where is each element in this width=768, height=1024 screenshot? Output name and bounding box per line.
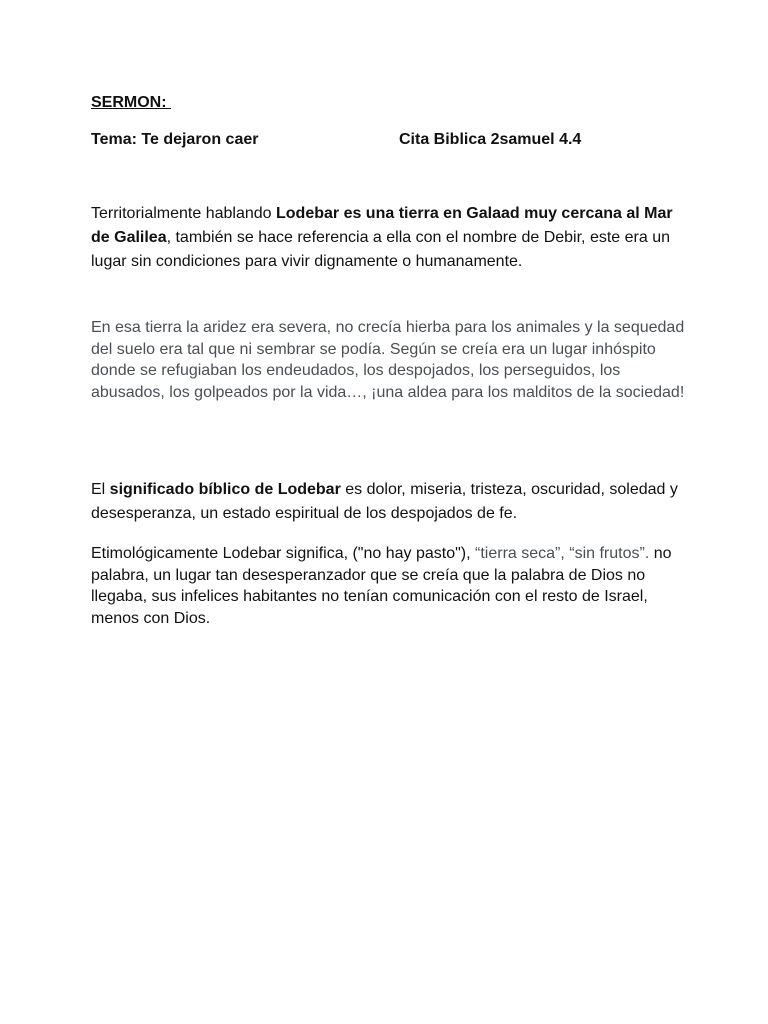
paragraph-aridity: En esa tierra la aridez era severa, no crecía hierba para los animales y la sequedad del suelo era tal que ni sembrar se podía. Según se creía era un lugar inhóspito donde se refugiaban los endeudados, los despojados, los perseguidos, los abusados, los golpeados por la vida…, ¡una aldea para los malditos de la sociedad!	[91, 319, 685, 401]
paragraph-quote-text: “tierra seca”, “sin frutos”.	[475, 545, 650, 562]
paragraph-etymology	[91, 543, 691, 629]
sermon-theme: Tema: Te dejaron caer	[91, 131, 259, 148]
paragraph-text: no palabra, un lugar tan desesperanzador que se creía que la palabra de Dios no llegaba, sus infelices habitantes no tenían comunicación con el resto de Israel, menos con Dios.	[91, 545, 672, 627]
paragraph-territory	[91, 202, 691, 274]
paragraph-bold-text: Lodebar es una tierra en Galaad muy cercana al Mar de Galilea	[91, 205, 673, 246]
paragraph-bold-text: significado bíblico de Lodebar	[109, 481, 341, 498]
paragraph-text: Etimológicamente Lodebar significa, ("no hay pasto"),	[91, 545, 476, 562]
sermon-heading: SERMON:	[91, 94, 171, 111]
paragraph-text: Territorialmente hablando	[91, 205, 276, 222]
paragraph-text: es dolor, miseria, tristeza, oscuridad, soledad y desesperanza, un estado espiritual de los despojados de fe.	[91, 481, 678, 522]
bible-citation: Cita Biblica 2samuel 4.4	[399, 131, 582, 148]
title-row	[91, 131, 691, 149]
paragraph-text: , también se hace referencia a ella con el nombre de Debir, este era un lugar sin condiciones para vivir dignamente o humanamente.	[91, 229, 670, 270]
paragraph-text: El	[91, 481, 110, 498]
paragraph-meaning	[91, 478, 691, 526]
